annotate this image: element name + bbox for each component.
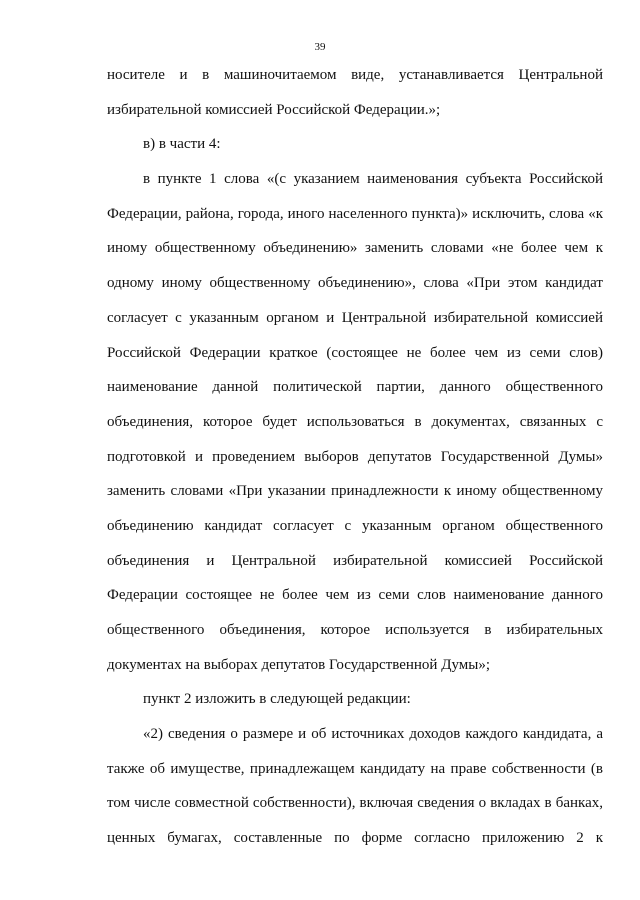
text-line: ценных бумагах, составленные по форме согласно приложению 2 к [107, 830, 603, 847]
text-line: иному общественному объединению» заменить словами «не более чем к [107, 240, 603, 257]
text-line: объединения и Центральной избирательной комиссией Российской [107, 552, 603, 569]
text-line: объединению кандидат согласует с указанным органом общественного [107, 517, 603, 534]
text-line: в пункте 1 слова «(с указанием наименования субъекта Российской [143, 171, 603, 188]
text-line: согласует с указанным органом и Центральной избирательной комиссией [107, 309, 603, 326]
text-line: одному иному общественному объединению», слова «При этом кандидат [107, 275, 603, 292]
text-line: заменить словами «При указании принадлежности к иному общественному [107, 483, 603, 500]
text-line: пункт 2 изложить в следующей редакции: [143, 691, 411, 708]
text-line: носителе и в машиночитаемом виде, устанавливается Центральной [107, 67, 603, 83]
text-line: избирательной комиссией Российской Федерации.»; [107, 101, 441, 118]
subsection-heading: в) в части 4: [143, 136, 221, 153]
text-line: Федерации, района, города, иного населенного пункта)» исключить, слова «к [107, 205, 603, 222]
text-line: подготовкой и проведением выборов депутатов Государственной Думы» [107, 448, 603, 465]
text-line: Российской Федерации краткое (состоящее не более чем из семи слов) [107, 344, 603, 361]
text-line: общественного объединения, которое используется в избирательных [107, 622, 603, 638]
text-line: «2) сведения о размере и об источниках доходов каждого кандидата, а [143, 726, 603, 743]
document-body [107, 58, 603, 856]
text-line: наименование данной политической партии, данного общественного [107, 379, 603, 396]
text-line: том числе совместной собственности), включая сведения о вкладах в банках, [107, 795, 603, 812]
text-line: документах на выборах депутатов Государственной Думы»; [107, 656, 490, 673]
text-line: Федерации состоящее не более чем из семи слов наименование данного [107, 587, 603, 604]
text-line: объединения, которое будет использоваться в документах, связанных с [107, 413, 603, 430]
page-number: 39 [314, 41, 326, 53]
text-line: также об имуществе, принадлежащем кандидату на праве собственности (в [107, 760, 603, 777]
